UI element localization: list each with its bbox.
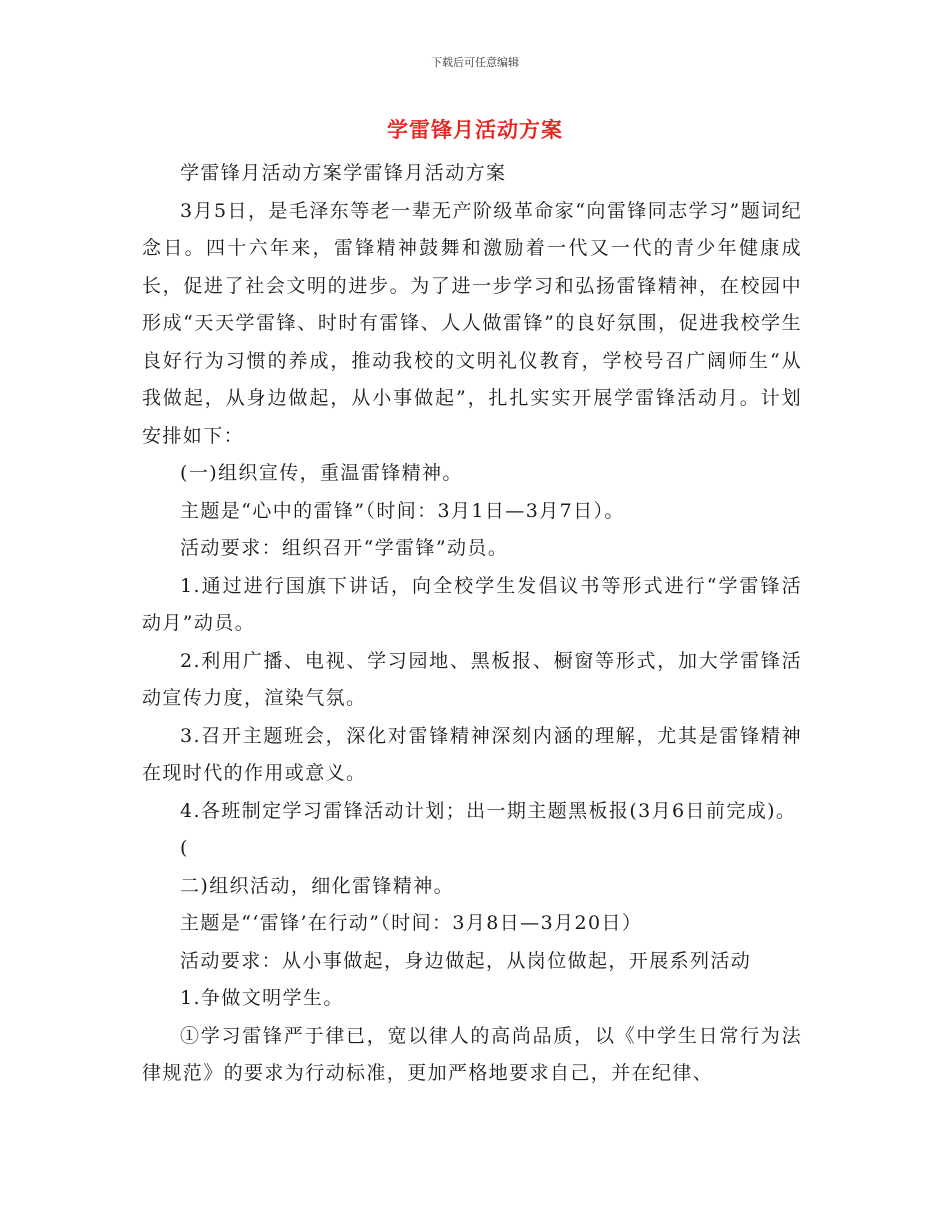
page-header-note: 下载后可任意编辑: [431, 56, 519, 69]
paragraph-intro: 3月5日，是毛泽东等老一辈无产阶级革命家“向雷锋同志学习”题词纪念日。四十六年来，雷锋精神鼓舞和激励着一代又一代的青少年健康成长，促进了社会文明的进步。为了进一步学习和弘扬雷锋精神，在校园中形成“天天学雷锋、时时有雷锋、人人做雷锋”的良好氛围，促进我校学生良好行为习惯的养成，推动我校的文明礼仪教育，学校号召广阔师生“从我做起，从身边做起，从小事做起”，扎扎实实开展学雷锋活动月。计划安排如下：: [142, 199, 802, 447]
paragraph-item-4: 4.各班制定学习雷锋活动计划；出一期主题黑板报(3月6日前完成)。: [180, 799, 797, 822]
paragraph-open-paren: (: [180, 837, 189, 859]
document-body: [142, 155, 802, 1093]
paragraph-section-2-item-1: 1.争做文明学生。: [180, 987, 344, 1009]
paragraph-section-2-requirement: 活动要求：从小事做起，身边做起，从岗位做起，开展系列活动: [180, 949, 752, 972]
paragraph-section-1-requirement: 活动要求：组织召开“学雷锋”动员。: [180, 537, 509, 559]
paragraph-section-1-heading: (一)组织宣传，重温雷锋精神。: [180, 462, 463, 484]
paragraph-item-1: 1.通过进行国旗下讲话，向全校学生发倡议书等形式进行“学雷锋活动月”动员。: [142, 574, 802, 634]
paragraph-section-2-theme: 主题是“‘雷锋’在行动”（时间：3月8日—3月20日）: [180, 912, 643, 934]
document-title: 学雷锋月活动方案: [387, 118, 563, 142]
paragraph-section-1-theme: 主题是“心中的雷锋”（时间：3月1日—3月7日）。: [180, 499, 625, 522]
paragraph-section-2-subitem-1: ①学习雷锋严于律已，宽以律人的高尚品质，以《中学生日常行为法律规范》的要求为行动标准，更加严格地要求自己，并在纪律、: [142, 1024, 802, 1084]
paragraph-item-3: 3.召开主题班会，深化对雷锋精神深刻内涵的理解，尤其是雷锋精神在现时代的作用或意义。: [142, 724, 802, 784]
paragraph-section-2-heading: 二)组织活动，细化雷锋精神。: [180, 874, 455, 897]
paragraph-subtitle: 学雷锋月活动方案学雷锋月活动方案: [180, 162, 507, 184]
paragraph-item-2: 2.利用广播、电视、学习园地、黑板报、橱窗等形式，加大学雷锋活动宣传力度，渲染气氛。: [142, 649, 802, 709]
